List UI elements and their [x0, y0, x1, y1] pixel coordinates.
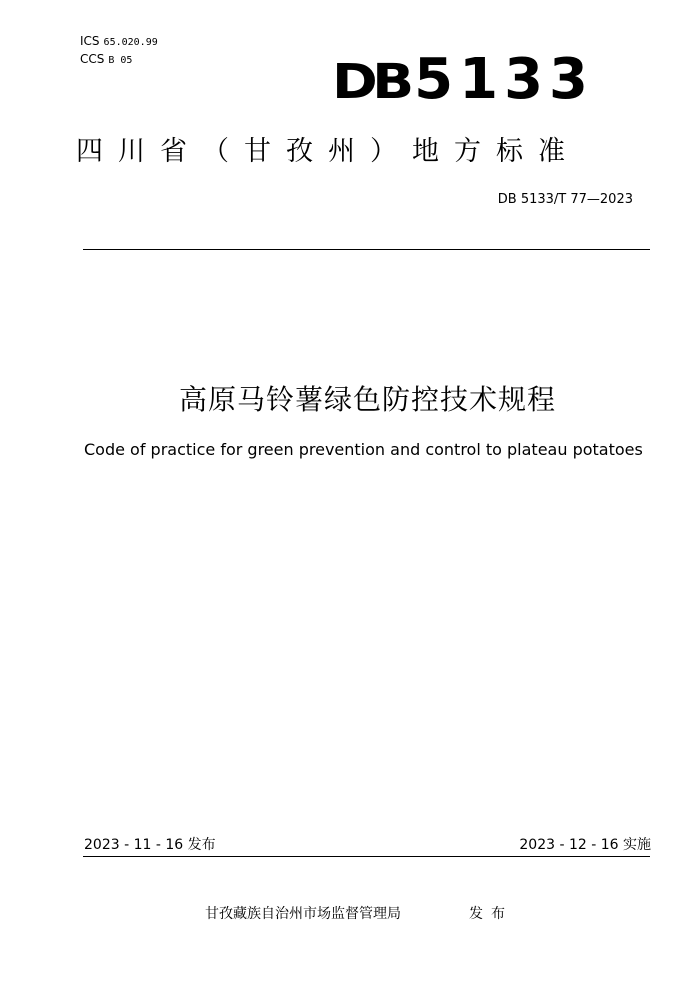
ics-label: ICS	[80, 34, 100, 48]
ccs-code: B 05	[108, 55, 133, 66]
issuer-action: 发布	[469, 906, 513, 922]
issue-date: 2023 - 11 - 16 发布	[84, 837, 216, 853]
implementation-date: 2023 - 12 - 16 实施	[519, 837, 651, 853]
document-title-chinese: 高原马铃薯绿色防控技术规程	[178, 383, 556, 416]
issuer-name: 甘孜藏族自治州市场监督管理局	[205, 906, 401, 922]
ccs-label: CCS	[80, 52, 105, 66]
top-divider	[83, 249, 650, 250]
db-prefix: DB	[331, 54, 409, 110]
ccs-line	[80, 51, 132, 69]
bottom-divider	[83, 856, 650, 857]
region-title: 四川省（甘孜州）地方标准	[76, 136, 580, 167]
ics-line	[80, 33, 158, 51]
standard-code: DB 5133/T 77—2023	[497, 192, 633, 207]
ics-code: 65.020.99	[103, 37, 158, 48]
db-number: 5133	[414, 47, 594, 112]
db-logo	[331, 47, 594, 112]
document-title-english: Code of practice for green prevention and control to plateau potatoes	[84, 440, 643, 459]
